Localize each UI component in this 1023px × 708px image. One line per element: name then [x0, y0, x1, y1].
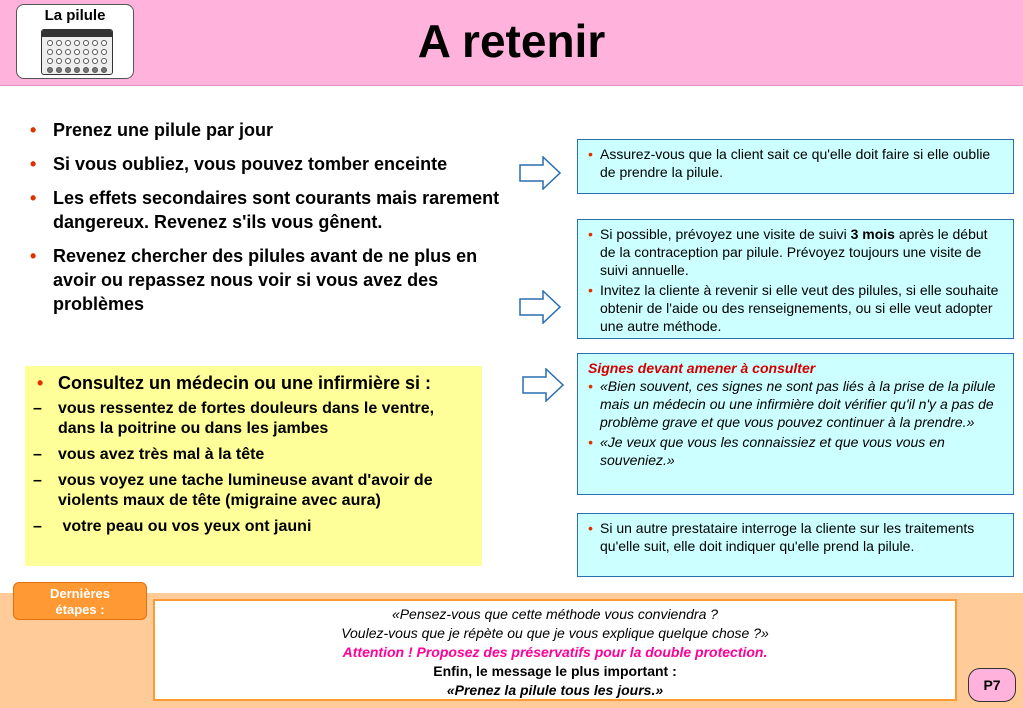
warning-signs-box: [25, 366, 482, 566]
key-point-text: Prenez une pilule par jour: [53, 120, 274, 140]
bullet-icon: •: [588, 520, 593, 536]
page-title: A retenir: [417, 15, 606, 67]
key-point: [30, 152, 520, 176]
right-arrow-icon: [519, 290, 561, 324]
bullet-icon: •: [30, 154, 37, 174]
warning-sign-item: – vous avez très mal à la tête: [33, 446, 265, 463]
counselor-note-forgotten-pill: [577, 139, 1014, 194]
closing-line: «Pensez-vous que cette méthode vous conviendra ?: [391, 606, 719, 622]
last-steps-badge: Dernières étapes :: [13, 582, 147, 620]
key-point-text: Si vous oubliez, vous pouvez tomber enceinte: [53, 154, 448, 174]
note-item: • Assurez-vous que la client sait ce qu'elle doit faire si elle oublie de prendre la pilule.: [588, 146, 991, 180]
bullet-icon: •: [37, 373, 44, 393]
note-item: • Si possible, prévoyez une visite de suivi 3 mois après le début de la contraception par pilule. Prévoyez toujours une visite de suivi annuelle.: [588, 226, 988, 278]
dash-icon: –: [33, 446, 42, 463]
bullet-icon: •: [588, 434, 593, 450]
counselor-note-other-provider: [577, 513, 1014, 577]
bullet-icon: •: [588, 146, 593, 162]
closing-line: Enfin, le message le plus important :: [433, 663, 677, 679]
key-point: [30, 244, 520, 316]
bullet-icon: •: [588, 282, 593, 298]
warning-sign-item: – vous voyez une tache lumineuse avant d'avoir de violents maux de tête (migraine avec aura): [33, 472, 433, 509]
note-item: • «Bien souvent, ces signes ne sont pas liés à la prise de la pilule mais un médecin ou une infirmière doit vérifier qu'il n'y a pas de problème grave et que vous pouvez continuer à la prendre.»: [588, 378, 996, 430]
closing-line: Voulez-vous que je répète ou que je vous explique quelque chose ?»: [341, 625, 769, 641]
note-heading: Signes devant amener à consulter: [588, 360, 816, 376]
counselor-note-follow-up: [577, 219, 1014, 339]
right-arrow-icon: [519, 156, 561, 190]
note-item: • Si un autre prestataire interroge la cliente sur les traitements qu'elle suit, elle doit indiquer qu'elle prend la pilule.: [588, 520, 975, 554]
bullet-icon: •: [588, 226, 593, 242]
warning-lead: • Consultez un médecin ou une infirmière si :: [37, 373, 432, 393]
key-point-text: Les effets secondaires sont courants mais rarement dangereux. Revenez s'ils vous gênent.: [53, 188, 500, 232]
dash-icon: –: [33, 472, 42, 489]
page-number-badge: P7: [968, 668, 1016, 702]
bullet-icon: •: [30, 246, 37, 266]
key-message: «Prenez la pilule tous les jours.»: [446, 682, 664, 698]
bullet-icon: •: [30, 120, 37, 140]
condom-reminder: Attention ! Proposez des préservatifs pour la double protection.: [342, 644, 768, 660]
key-points-list: [30, 118, 520, 326]
key-point-text: Revenez chercher des pilules avant de ne plus en avoir ou repassez nous voir si vous avez des problèmes: [53, 246, 478, 314]
right-arrow-icon: [522, 368, 564, 402]
note-item: • Invitez la cliente à revenir si elle veut des pilules, si elle souhaite obtenir de l'aide ou des renseignements, ou si elle veut adopter une autre méthode.: [588, 282, 999, 334]
warning-sign-item: – votre peau ou vos yeux ont jauni: [33, 518, 312, 535]
note-item: • «Je veux que vous les connaissiez et que vous vous en souveniez.»: [588, 434, 945, 468]
key-point: [30, 186, 520, 234]
warning-sign-item: – vous ressentez de fortes douleurs dans le ventre, dans la poitrine ou dans les jambes: [33, 400, 435, 437]
key-point: [30, 118, 520, 142]
dash-icon: –: [33, 400, 42, 417]
dash-icon: –: [33, 518, 42, 535]
bullet-icon: •: [30, 188, 37, 208]
closing-message-box: [153, 599, 957, 701]
logo-label: La pilule: [44, 7, 106, 24]
counselor-note-warning-signs: [577, 353, 1014, 495]
header-banner: [0, 0, 1023, 86]
bullet-icon: •: [588, 378, 593, 394]
